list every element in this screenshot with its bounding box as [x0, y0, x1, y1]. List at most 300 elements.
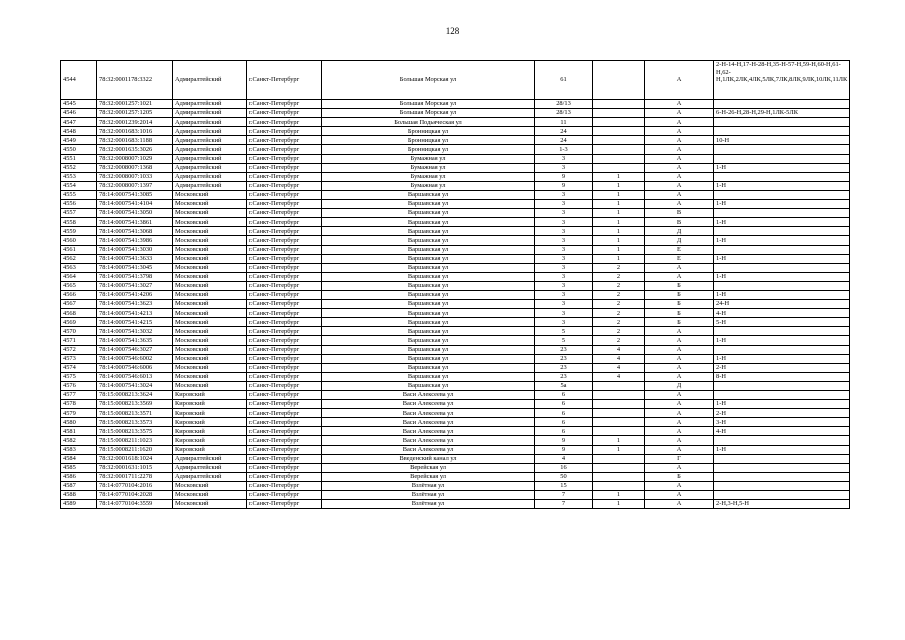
letter-cell: А — [645, 327, 714, 336]
table-row — [61, 200, 850, 209]
building-number-cell — [593, 418, 645, 427]
letter-cell: Е — [645, 245, 714, 254]
district-cell: Московский — [173, 218, 247, 227]
table-row — [61, 445, 850, 454]
street-cell: Варшавская ул — [322, 209, 535, 218]
district-cell: Московский — [173, 327, 247, 336]
letter-cell: В — [645, 209, 714, 218]
building-number-cell: 2 — [593, 263, 645, 272]
city-cell: г.Санкт-Петербург — [247, 136, 322, 145]
premises-note-cell: 1-Н — [714, 272, 850, 281]
house-number-cell: 5 — [535, 327, 593, 336]
table-row — [61, 318, 850, 327]
street-cell: Бронницкая ул — [322, 127, 535, 136]
cadastral-number-cell: 78:14:0007541:4206 — [97, 290, 173, 299]
house-number-cell: 3 — [535, 245, 593, 254]
cadastral-number-cell: 78:32:0001239:2014 — [97, 118, 173, 127]
district-cell: Московский — [173, 272, 247, 281]
district-cell: Адмиралтейский — [173, 463, 247, 472]
premises-note-cell: 2-Н — [714, 409, 850, 418]
city-cell: г.Санкт-Петербург — [247, 200, 322, 209]
cadastral-number-cell: 78:14:0007541:3635 — [97, 336, 173, 345]
cadastral-number-cell: 78:14:0007546:3027 — [97, 345, 173, 354]
cadastral-number-cell: 78:32:0001257:1021 — [97, 100, 173, 109]
cadastral-number-cell: 78:32:0001635:3026 — [97, 145, 173, 154]
row-number-cell: 4561 — [61, 245, 97, 254]
house-number-cell: 7 — [535, 491, 593, 500]
street-cell: Варшавская ул — [322, 272, 535, 281]
row-number-cell: 4559 — [61, 227, 97, 236]
cadastral-number-cell: 78:14:0007546:6006 — [97, 363, 173, 372]
row-number-cell: 4555 — [61, 190, 97, 199]
district-cell: Московский — [173, 381, 247, 390]
district-cell: Московский — [173, 481, 247, 490]
cadastral-number-cell: 78:15:0008211:1620 — [97, 445, 173, 454]
cadastral-number-cell: 78:14:0007541:3986 — [97, 236, 173, 245]
row-number-cell: 4580 — [61, 418, 97, 427]
premises-note-cell: 2-Н — [714, 363, 850, 372]
city-cell: г.Санкт-Петербург — [247, 245, 322, 254]
house-number-cell: 6 — [535, 427, 593, 436]
house-number-cell: 23 — [535, 372, 593, 381]
letter-cell: А — [645, 145, 714, 154]
district-cell: Московский — [173, 500, 247, 509]
premises-note-cell — [714, 472, 850, 481]
street-cell: Взлётная ул — [322, 481, 535, 490]
row-number-cell: 4586 — [61, 472, 97, 481]
street-cell: Варшавская ул — [322, 336, 535, 345]
premises-note-cell: 1-Н — [714, 163, 850, 172]
premises-note-cell — [714, 463, 850, 472]
district-cell: Кировский — [173, 418, 247, 427]
house-number-cell: 23 — [535, 354, 593, 363]
table-row — [61, 336, 850, 345]
premises-note-cell — [714, 227, 850, 236]
row-number-cell: 4547 — [61, 118, 97, 127]
city-cell: г.Санкт-Петербург — [247, 163, 322, 172]
cadastral-number-cell: 78:14:0007541:3798 — [97, 272, 173, 281]
table-row — [61, 472, 850, 481]
city-cell: г.Санкт-Петербург — [247, 481, 322, 490]
district-cell: Адмиралтейский — [173, 61, 247, 100]
district-cell: Московский — [173, 281, 247, 290]
cadastral-number-cell: 78:32:0008007:1033 — [97, 172, 173, 181]
letter-cell: А — [645, 118, 714, 127]
house-number-cell: 3 — [535, 300, 593, 309]
house-number-cell: 6 — [535, 400, 593, 409]
premises-note-cell: 1-Н — [714, 181, 850, 190]
house-number-cell: 1-3 — [535, 145, 593, 154]
district-cell: Московский — [173, 372, 247, 381]
street-cell: Варшавская ул — [322, 254, 535, 263]
house-number-cell: 24 — [535, 136, 593, 145]
letter-cell: А — [645, 491, 714, 500]
row-number-cell: 4581 — [61, 427, 97, 436]
street-cell: Васи Алексеева ул — [322, 445, 535, 454]
house-number-cell: 3 — [535, 263, 593, 272]
street-cell: Васи Алексеева ул — [322, 436, 535, 445]
street-cell: Варшавская ул — [322, 236, 535, 245]
city-cell: г.Санкт-Петербург — [247, 145, 322, 154]
row-number-cell: 4573 — [61, 354, 97, 363]
street-cell: Варшавская ул — [322, 290, 535, 299]
row-number-cell: 4582 — [61, 436, 97, 445]
letter-cell: А — [645, 163, 714, 172]
street-cell: Варшавская ул — [322, 345, 535, 354]
premises-note-cell: 4-Н — [714, 309, 850, 318]
street-cell: Варшавская ул — [322, 200, 535, 209]
city-cell: г.Санкт-Петербург — [247, 391, 322, 400]
row-number-cell: 4551 — [61, 154, 97, 163]
cadastral-number-cell: 78:14:0007541:3050 — [97, 209, 173, 218]
row-number-cell: 4576 — [61, 381, 97, 390]
building-number-cell: 1 — [593, 500, 645, 509]
building-number-cell: 4 — [593, 354, 645, 363]
street-cell: Введенский канал ул — [322, 454, 535, 463]
premises-note-cell: 24-Н — [714, 300, 850, 309]
building-number-cell: 4 — [593, 372, 645, 381]
premises-note-cell: 3-Н — [714, 418, 850, 427]
building-number-cell — [593, 163, 645, 172]
letter-cell: А — [645, 181, 714, 190]
city-cell: г.Санкт-Петербург — [247, 118, 322, 127]
building-number-cell: 1 — [593, 227, 645, 236]
house-number-cell: 11 — [535, 118, 593, 127]
house-number-cell: 3 — [535, 309, 593, 318]
cadastral-number-cell: 78:14:0007541:3861 — [97, 218, 173, 227]
table-row — [61, 61, 850, 100]
table-row — [61, 263, 850, 272]
row-number-cell: 4552 — [61, 163, 97, 172]
building-number-cell: 2 — [593, 300, 645, 309]
row-number-cell: 4575 — [61, 372, 97, 381]
letter-cell: А — [645, 481, 714, 490]
row-number-cell: 4588 — [61, 491, 97, 500]
premises-note-cell: 2-Н,3-Н,5-Н — [714, 500, 850, 509]
building-number-cell: 1 — [593, 209, 645, 218]
street-cell: Васи Алексеева ул — [322, 391, 535, 400]
row-number-cell: 4567 — [61, 300, 97, 309]
premises-note-cell: 6-Н-26-Н,28-Н,29-Н,1ЛК-5ЛК — [714, 109, 850, 118]
city-cell: г.Санкт-Петербург — [247, 472, 322, 481]
city-cell: г.Санкт-Петербург — [247, 127, 322, 136]
district-cell: Адмиралтейский — [173, 127, 247, 136]
district-cell: Московский — [173, 345, 247, 354]
row-number-cell: 4554 — [61, 181, 97, 190]
letter-cell: В — [645, 218, 714, 227]
cadastral-number-cell: 78:32:0008007:1029 — [97, 154, 173, 163]
district-cell: Кировский — [173, 409, 247, 418]
street-cell: Васи Алексеева ул — [322, 409, 535, 418]
building-number-cell: 1 — [593, 172, 645, 181]
table-row — [61, 481, 850, 490]
house-number-cell: 3 — [535, 272, 593, 281]
premises-note-cell: 1-Н — [714, 400, 850, 409]
street-cell: Варшавская ул — [322, 309, 535, 318]
city-cell: г.Санкт-Петербург — [247, 427, 322, 436]
district-cell: Адмиралтейский — [173, 145, 247, 154]
building-number-cell — [593, 400, 645, 409]
building-number-cell — [593, 427, 645, 436]
premises-note-cell — [714, 345, 850, 354]
table-row — [61, 309, 850, 318]
premises-note-cell: 1-Н — [714, 354, 850, 363]
building-number-cell: 2 — [593, 290, 645, 299]
cadastral-number-cell: 78:14:0770104:2016 — [97, 481, 173, 490]
street-cell: Большая Морская ул — [322, 61, 535, 100]
street-cell: Бронницкая ул — [322, 145, 535, 154]
premises-note-cell: 2-Н-14-Н,17-Н-28-Н,35-Н-57-Н,59-Н,60-Н,61-Н,62-Н,1ЛК,2ЛК,4ЛК,5ЛК,7ЛК,8ЛК,9ЛК,10ЛК,11ЛК — [714, 61, 850, 100]
building-number-cell: 2 — [593, 336, 645, 345]
city-cell: г.Санкт-Петербург — [247, 290, 322, 299]
letter-cell: А — [645, 263, 714, 272]
cadastral-number-cell: 78:14:0007541:4104 — [97, 200, 173, 209]
premises-note-cell — [714, 100, 850, 109]
letter-cell: Д — [645, 236, 714, 245]
district-cell: Кировский — [173, 400, 247, 409]
row-number-cell: 4563 — [61, 263, 97, 272]
city-cell: г.Санкт-Петербург — [247, 109, 322, 118]
letter-cell: А — [645, 61, 714, 100]
letter-cell: А — [645, 154, 714, 163]
building-number-cell: 1 — [593, 491, 645, 500]
table-row — [61, 290, 850, 299]
street-cell: Варшавская ул — [322, 363, 535, 372]
table-row — [61, 327, 850, 336]
table-row — [61, 427, 850, 436]
cadastral-number-cell: 78:15:0008213:3573 — [97, 418, 173, 427]
table-row — [61, 163, 850, 172]
cadastral-number-cell: 78:14:0007546:6002 — [97, 354, 173, 363]
house-number-cell: 15 — [535, 481, 593, 490]
city-cell: г.Санкт-Петербург — [247, 209, 322, 218]
table-row — [61, 254, 850, 263]
house-number-cell: 3 — [535, 163, 593, 172]
city-cell: г.Санкт-Петербург — [247, 100, 322, 109]
row-number-cell: 4571 — [61, 336, 97, 345]
house-number-cell: 5а — [535, 381, 593, 390]
city-cell: г.Санкт-Петербург — [247, 61, 322, 100]
house-number-cell: 3 — [535, 318, 593, 327]
building-number-cell: 1 — [593, 218, 645, 227]
district-cell: Адмиралтейский — [173, 118, 247, 127]
cadastral-number-cell: 78:32:0001683:1188 — [97, 136, 173, 145]
cadastral-number-cell: 78:14:0007541:3024 — [97, 381, 173, 390]
city-cell: г.Санкт-Петербург — [247, 309, 322, 318]
street-cell: Варшавская ул — [322, 318, 535, 327]
premises-note-cell — [714, 154, 850, 163]
house-number-cell: 3 — [535, 154, 593, 163]
table-row — [61, 500, 850, 509]
premises-note-cell — [714, 381, 850, 390]
street-cell: Большая Подьяческая ул — [322, 118, 535, 127]
building-number-cell: 1 — [593, 181, 645, 190]
table-row — [61, 281, 850, 290]
street-cell: Бронницкая ул — [322, 136, 535, 145]
building-number-cell — [593, 109, 645, 118]
building-number-cell: 2 — [593, 309, 645, 318]
premises-note-cell: 4-Н — [714, 427, 850, 436]
house-number-cell: 9 — [535, 436, 593, 445]
row-number-cell: 4589 — [61, 500, 97, 509]
district-cell: Московский — [173, 236, 247, 245]
letter-cell: А — [645, 409, 714, 418]
building-number-cell: 2 — [593, 327, 645, 336]
cadastral-number-cell: 78:14:0007546:6013 — [97, 372, 173, 381]
row-number-cell: 4565 — [61, 281, 97, 290]
house-number-cell: 9 — [535, 181, 593, 190]
street-cell: Бумажная ул — [322, 181, 535, 190]
house-number-cell: 50 — [535, 472, 593, 481]
district-cell: Адмиралтейский — [173, 154, 247, 163]
cadastral-number-cell: 78:14:0007541:3032 — [97, 327, 173, 336]
cadastral-number-cell: 78:32:0001618:1024 — [97, 454, 173, 463]
table-row — [61, 391, 850, 400]
premises-note-cell — [714, 145, 850, 154]
house-number-cell: 4 — [535, 454, 593, 463]
city-cell: г.Санкт-Петербург — [247, 300, 322, 309]
premises-note-cell: 1-Н — [714, 336, 850, 345]
page-number: 128 — [445, 26, 460, 36]
district-cell: Московский — [173, 254, 247, 263]
cadastral-number-cell: 78:15:0008213:3569 — [97, 400, 173, 409]
cadastral-number-cell: 78:15:0008213:3575 — [97, 427, 173, 436]
street-cell: Варшавская ул — [322, 381, 535, 390]
city-cell: г.Санкт-Петербург — [247, 218, 322, 227]
city-cell: г.Санкт-Петербург — [247, 227, 322, 236]
district-cell: Адмиралтейский — [173, 181, 247, 190]
house-number-cell: 3 — [535, 281, 593, 290]
house-number-cell: 3 — [535, 290, 593, 299]
house-number-cell: 24 — [535, 127, 593, 136]
premises-note-cell — [714, 127, 850, 136]
table-row — [61, 100, 850, 109]
house-number-cell: 3 — [535, 209, 593, 218]
street-cell: Варшавская ул — [322, 218, 535, 227]
district-cell: Адмиралтейский — [173, 472, 247, 481]
district-cell: Московский — [173, 300, 247, 309]
house-number-cell: 9 — [535, 445, 593, 454]
row-number-cell: 4562 — [61, 254, 97, 263]
row-number-cell: 4574 — [61, 363, 97, 372]
house-number-cell: 6 — [535, 418, 593, 427]
premises-note-cell — [714, 263, 850, 272]
building-number-cell: 1 — [593, 445, 645, 454]
building-number-cell — [593, 154, 645, 163]
building-number-cell — [593, 381, 645, 390]
row-number-cell: 4578 — [61, 400, 97, 409]
table-row — [61, 463, 850, 472]
building-number-cell: 1 — [593, 200, 645, 209]
street-cell: Варшавская ул — [322, 372, 535, 381]
table-row — [61, 209, 850, 218]
city-cell: г.Санкт-Петербург — [247, 381, 322, 390]
row-number-cell: 4579 — [61, 409, 97, 418]
letter-cell: А — [645, 136, 714, 145]
street-cell: Васи Алексеева ул — [322, 427, 535, 436]
letter-cell: Б — [645, 290, 714, 299]
letter-cell: А — [645, 354, 714, 363]
letter-cell: А — [645, 372, 714, 381]
letter-cell: А — [645, 345, 714, 354]
building-number-cell: 2 — [593, 318, 645, 327]
house-number-cell: 3 — [535, 227, 593, 236]
house-number-cell: 23 — [535, 345, 593, 354]
cadastral-number-cell: 78:32:0008007:1397 — [97, 181, 173, 190]
building-number-cell — [593, 409, 645, 418]
building-number-cell — [593, 454, 645, 463]
street-cell: Верейская ул — [322, 472, 535, 481]
city-cell: г.Санкт-Петербург — [247, 327, 322, 336]
letter-cell: А — [645, 363, 714, 372]
street-cell: Васи Алексеева ул — [322, 418, 535, 427]
building-number-cell: 2 — [593, 272, 645, 281]
building-number-cell — [593, 145, 645, 154]
building-number-cell — [593, 118, 645, 127]
cadastral-number-cell: 78:14:0770104:2028 — [97, 491, 173, 500]
table-row — [61, 418, 850, 427]
cadastral-number-cell: 78:14:0007541:3045 — [97, 263, 173, 272]
table-row — [61, 172, 850, 181]
premises-note-cell: 1-Н — [714, 290, 850, 299]
city-cell: г.Санкт-Петербург — [247, 454, 322, 463]
street-cell: Варшавская ул — [322, 190, 535, 199]
premises-note-cell: 1-Н — [714, 236, 850, 245]
house-number-cell: 3 — [535, 218, 593, 227]
house-number-cell: 3 — [535, 236, 593, 245]
district-cell: Московский — [173, 227, 247, 236]
district-cell: Московский — [173, 190, 247, 199]
table-row — [61, 118, 850, 127]
building-number-cell — [593, 391, 645, 400]
letter-cell: А — [645, 272, 714, 281]
building-number-cell — [593, 463, 645, 472]
street-cell: Большая Морская ул — [322, 100, 535, 109]
district-cell: Московский — [173, 363, 247, 372]
row-number-cell: 4583 — [61, 445, 97, 454]
building-number-cell: 1 — [593, 236, 645, 245]
property-table — [60, 60, 850, 509]
table-row — [61, 345, 850, 354]
house-number-cell: 3 — [535, 200, 593, 209]
building-number-cell — [593, 100, 645, 109]
city-cell: г.Санкт-Петербург — [247, 272, 322, 281]
city-cell: г.Санкт-Петербург — [247, 363, 322, 372]
letter-cell: А — [645, 127, 714, 136]
premises-note-cell — [714, 245, 850, 254]
table-row — [61, 400, 850, 409]
table-row — [61, 154, 850, 163]
district-cell: Московский — [173, 245, 247, 254]
street-cell: Варшавская ул — [322, 300, 535, 309]
house-number-cell: 3 — [535, 190, 593, 199]
table-row — [61, 363, 850, 372]
letter-cell: Б — [645, 281, 714, 290]
district-cell: Московский — [173, 336, 247, 345]
city-cell: г.Санкт-Петербург — [247, 154, 322, 163]
district-cell: Адмиралтейский — [173, 100, 247, 109]
street-cell: Васи Алексеева ул — [322, 400, 535, 409]
table-row — [61, 109, 850, 118]
letter-cell: А — [645, 400, 714, 409]
cadastral-number-cell: 78:32:0001683:1016 — [97, 127, 173, 136]
premises-note-cell — [714, 118, 850, 127]
building-number-cell: 2 — [593, 281, 645, 290]
district-cell: Адмиралтейский — [173, 136, 247, 145]
table-row — [61, 227, 850, 236]
city-cell: г.Санкт-Петербург — [247, 409, 322, 418]
cadastral-number-cell: 78:15:0008213:3571 — [97, 409, 173, 418]
